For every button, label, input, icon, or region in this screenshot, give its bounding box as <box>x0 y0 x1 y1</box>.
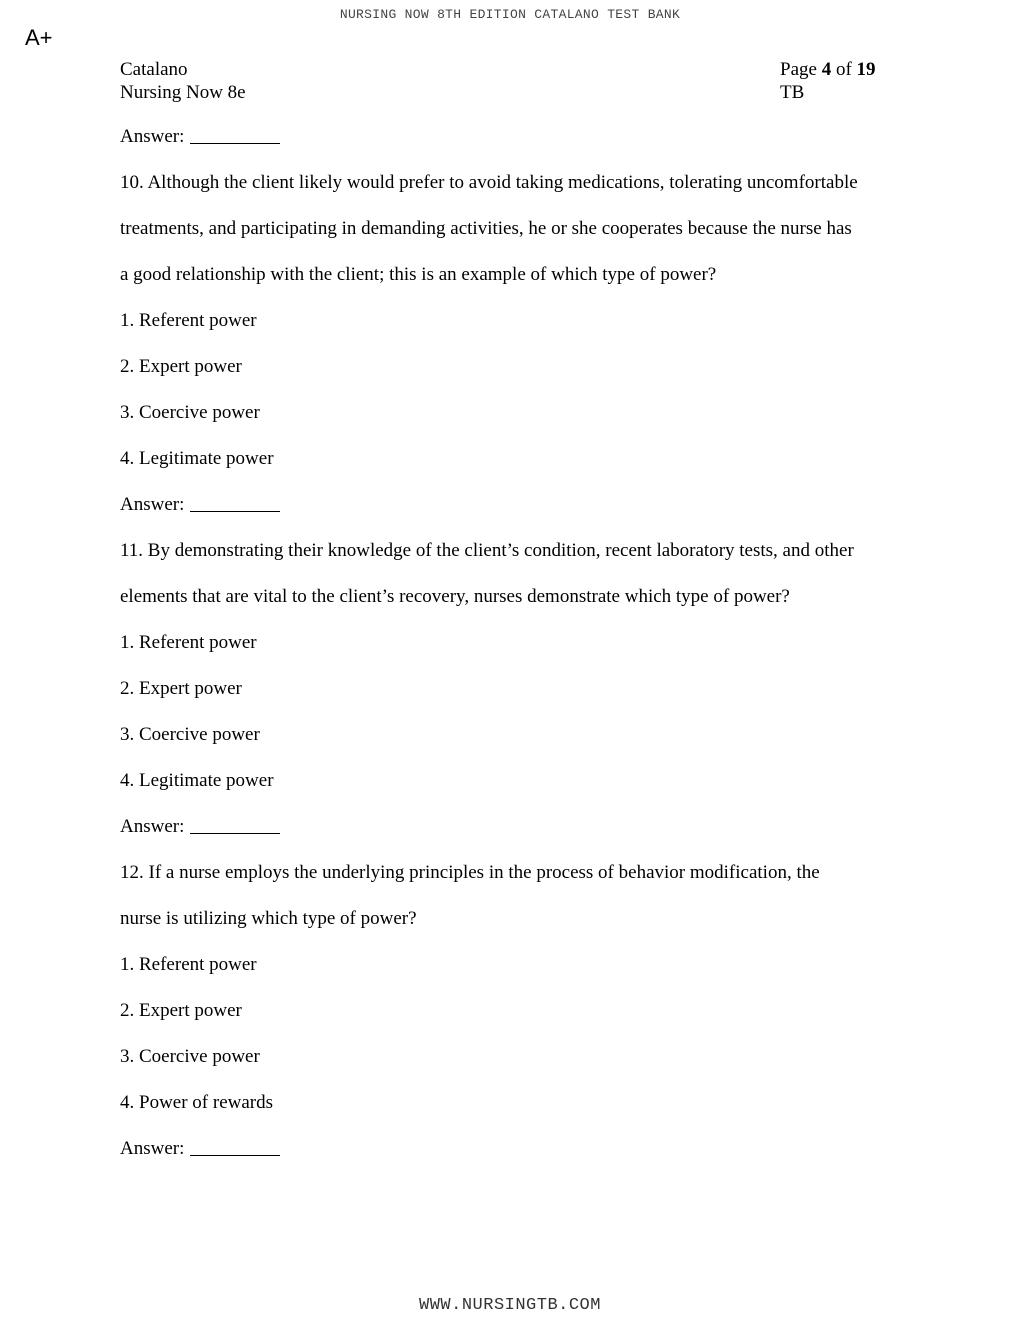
question-content <box>120 114 910 1172</box>
answer-label: Answer: <box>120 126 185 147</box>
page-total: 19 <box>856 59 876 80</box>
header-type: TB <box>780 82 805 103</box>
answer-option: 1. Referent power <box>120 954 257 975</box>
answer-option: 3. Coercive power <box>120 1046 260 1067</box>
answer-option: 3. Coercive power <box>120 724 260 745</box>
footer-url: WWW.NURSINGTB.COM <box>419 1296 601 1315</box>
answer-blank <box>190 142 280 144</box>
answer-line <box>120 114 910 160</box>
page-current: 4 <box>821 59 832 80</box>
answer-blank <box>190 1154 280 1156</box>
answer-option: 2. Expert power <box>120 678 242 699</box>
question-line: 10. Although the client likely would prefer to avoid taking medications, tolerating uncomfortable <box>120 172 858 193</box>
question-line: nurse is utilizing which type of power? <box>120 908 417 929</box>
answer-option: 4. Legitimate power <box>120 770 274 791</box>
answer-option: 2. Expert power <box>120 1000 242 1021</box>
question-line: treatments, and participating in demanding activities, he or she cooperates because the nurse has <box>120 218 852 239</box>
answer-option: 4. Power of rewards <box>120 1092 274 1113</box>
question-line: 11. By demonstrating their knowledge of the client’s condition, recent laboratory tests, and other <box>120 540 854 561</box>
header-book: Nursing Now 8e <box>120 82 246 103</box>
page-indicator <box>780 58 876 81</box>
answer-option: 1. Referent power <box>120 310 257 331</box>
grade-mark: A+ <box>25 25 53 50</box>
answer-blank <box>190 510 280 512</box>
answer-line <box>120 1126 910 1172</box>
answer-option: 4. Legitimate power <box>120 448 274 469</box>
answer-blank <box>190 832 280 834</box>
answer-option: 2. Expert power <box>120 356 242 377</box>
answer-label: Answer: <box>120 494 185 515</box>
document-banner: NURSING NOW 8TH EDITION CATALANO TEST BANK <box>339 7 681 22</box>
page-of: of <box>835 59 852 80</box>
answer-line <box>120 482 910 528</box>
header-left <box>120 58 246 104</box>
header-right <box>780 58 876 104</box>
question-line: elements that are vital to the client’s recovery, nurses demonstrate which type of power? <box>120 586 790 607</box>
answer-line <box>120 804 910 850</box>
page-word: Page <box>780 59 817 80</box>
answer-label: Answer: <box>120 1138 185 1159</box>
question-line: 12. If a nurse employs the underlying principles in the process of behavior modification, the <box>120 862 820 883</box>
answer-label: Answer: <box>120 816 185 837</box>
answer-option: 3. Coercive power <box>120 402 260 423</box>
question-line: a good relationship with the client; this is an example of which type of power? <box>120 264 717 285</box>
answer-option: 1. Referent power <box>120 632 257 653</box>
header-author: Catalano <box>120 59 188 80</box>
